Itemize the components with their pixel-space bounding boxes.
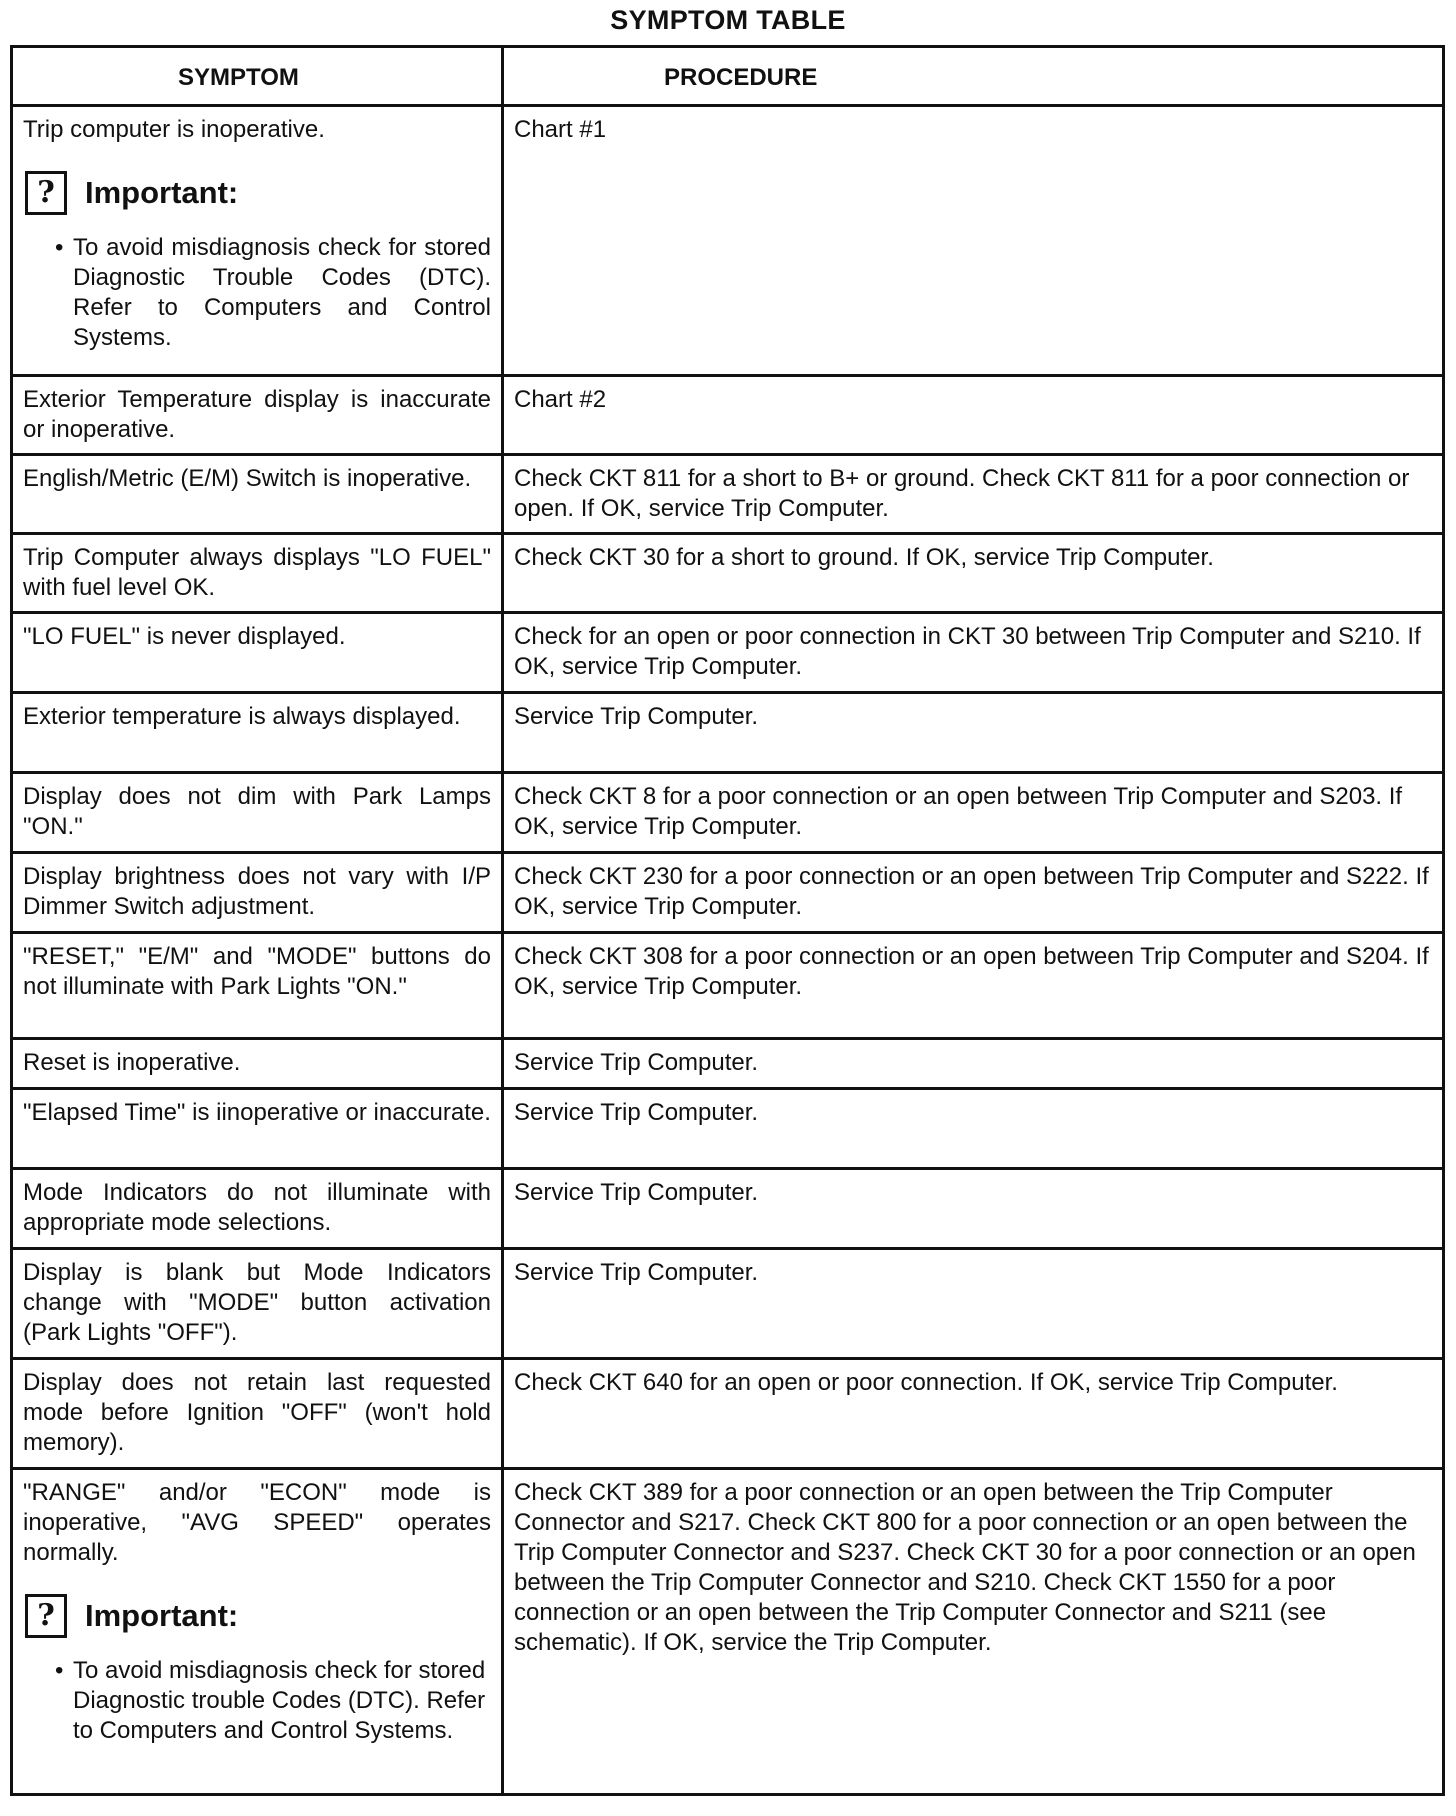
table-row [12, 1249, 1444, 1359]
important-callout [23, 171, 491, 215]
table-row [12, 534, 1444, 613]
symptom-cell: English/Metric (E/M) Switch is inoperative. [12, 455, 503, 534]
procedure-cell: Check CKT 640 for an open or poor connection. If OK, service Trip Computer. [503, 1359, 1444, 1469]
procedure-cell: Chart #2 [503, 376, 1444, 455]
procedure-column-header: PROCEDURE [503, 47, 1444, 106]
procedure-cell: Chart #1 [503, 106, 1444, 376]
procedure-cell: Check CKT 30 for a short to ground. If OK, service Trip Computer. [503, 534, 1444, 613]
important-icon: ? [25, 171, 67, 215]
symptom-cell: Display does not retain last requested mode before Ignition "OFF" (won't hold memory). [12, 1359, 503, 1469]
symptom-cell: Display brightness does not vary with I/P Dimmer Switch adjustment. [12, 853, 503, 933]
important-note: • To avoid misdiagnosis check for stored Diagnostic trouble Codes (DTC). Refer to Computers and Control Systems. [55, 1657, 486, 1744]
symptom-cell: "RESET," "E/M" and "MODE" buttons do not illuminate with Park Lights "ON." [12, 933, 503, 1039]
symptom-cell: Mode Indicators do not illuminate with appropriate mode selections. [12, 1169, 503, 1249]
page-title: SYMPTOM TABLE [610, 5, 846, 35]
symptom-cell: Exterior temperature is always displayed. [12, 693, 503, 773]
procedure-cell: Check CKT 389 for a poor connection or an open between the Trip Computer Connector and S217. Check CKT 800 for a poor connection or an open between the Trip Computer Connector and S237. Check CKT 30 for a poor connection or an open between the Trip Computer Connector and S210. Check CKT 1550 for a poor connection or an open between the Trip Computer Connector and S211 (see schematic). If OK, service the Trip Computer. [503, 1469, 1444, 1795]
procedure-cell: Check CKT 308 for a poor connection or an open between Trip Computer and S204. If OK, service Trip Computer. [503, 933, 1444, 1039]
symptom-cell: "Elapsed Time" is iinoperative or inaccurate. [12, 1089, 503, 1169]
table-row [12, 693, 1444, 773]
bullet-icon: • [55, 234, 64, 261]
important-label: Important: [85, 175, 239, 210]
table-row [12, 933, 1444, 1039]
symptom-text: "RANGE" and/or "ECON" mode is inoperative, "AVG SPEED" operates normally. [23, 1479, 491, 1566]
procedure-cell: Check CKT 811 for a short to B+ or ground. Check CKT 811 for a poor connection or open. If OK, service Trip Computer. [503, 455, 1444, 534]
symptom-cell: Reset is inoperative. [12, 1039, 503, 1089]
symptom-cell [12, 1469, 503, 1795]
important-callout [23, 1594, 491, 1638]
table-row [12, 455, 1444, 534]
symptom-cell: "LO FUEL" is never displayed. [12, 613, 503, 693]
symptom-table [10, 45, 1445, 1796]
table-row [12, 1359, 1444, 1469]
procedure-cell: Check for an open or poor connection in CKT 30 between Trip Computer and S210. If OK, service Trip Computer. [503, 613, 1444, 693]
procedure-cell: Service Trip Computer. [503, 1249, 1444, 1359]
symptom-cell: Exterior Temperature display is inaccurate or inoperative. [12, 376, 503, 455]
procedure-cell: Service Trip Computer. [503, 1169, 1444, 1249]
table-row [12, 1169, 1444, 1249]
table-row [12, 1089, 1444, 1169]
table-row [12, 106, 1444, 376]
procedure-cell: Service Trip Computer. [503, 1089, 1444, 1169]
procedure-cell: Check CKT 8 for a poor connection or an open between Trip Computer and S203. If OK, service Trip Computer. [503, 773, 1444, 853]
important-label: Important: [85, 1598, 239, 1633]
table-row [12, 773, 1444, 853]
table-row [12, 1469, 1444, 1795]
symptom-cell: Display is blank but Mode Indicators change with "MODE" button activation (Park Lights "OFF"). [12, 1249, 503, 1359]
procedure-cell: Service Trip Computer. [503, 693, 1444, 773]
table-row [12, 1039, 1444, 1089]
symptom-cell [12, 106, 503, 376]
symptom-column-header: SYMPTOM [12, 47, 503, 106]
symptom-cell: Display does not dim with Park Lamps "ON." [12, 773, 503, 853]
procedure-cell: Service Trip Computer. [503, 1039, 1444, 1089]
procedure-cell: Check CKT 230 for a poor connection or an open between Trip Computer and S222. If OK, service Trip Computer. [503, 853, 1444, 933]
bullet-icon: • [55, 1657, 64, 1684]
table-row [12, 853, 1444, 933]
important-icon: ? [25, 1594, 67, 1638]
table-row [12, 613, 1444, 693]
table-row [12, 376, 1444, 455]
important-note: • To avoid misdiagnosis check for stored Diagnostic Trouble Codes (DTC). Refer to Computers and Control Systems. [55, 234, 491, 351]
table-header-row [12, 47, 1444, 106]
symptom-text: Trip computer is inoperative. [23, 116, 325, 143]
symptom-cell: Trip Computer always displays "LO FUEL" with fuel level OK. [12, 534, 503, 613]
